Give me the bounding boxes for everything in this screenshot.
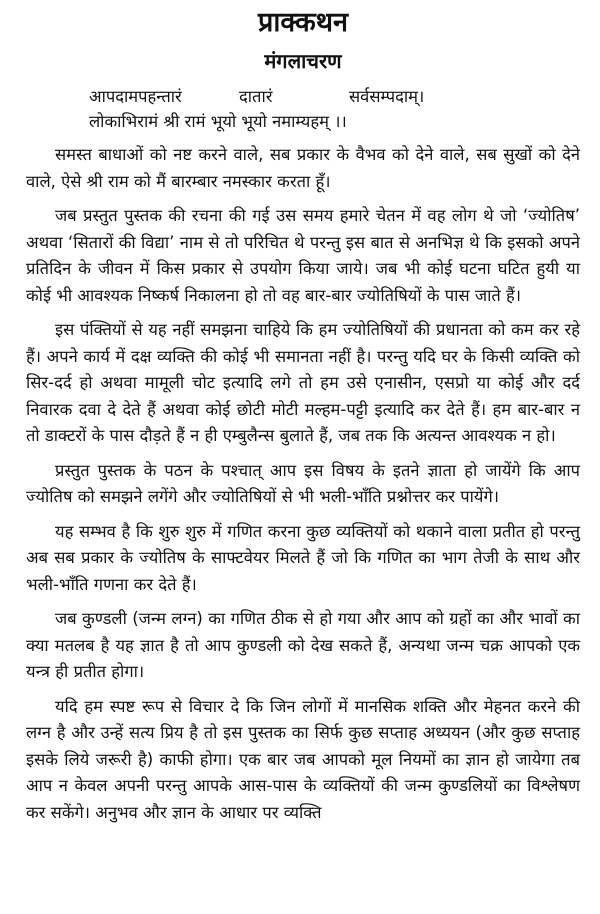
paragraph: जब प्रस्तुत पुस्तक की रचना की गई उस समय हमारे चेतन में वह लोग थे जो ‘ज्योतिष’ अथवा ‘सितारों की विद्या’ नाम से तो परिचित थे परन्तु इस बात से अनभिज्ञ थे कि इसको अपने प्रतिदिन के जीवन में किस प्रकार से उपयोग किया जाये। जब भी कोई घटना घटित हुयी या कोई भी आवश्यक निष्कर्ष निकालना हो तो वह बार-बार ज्योतिषियों के पास जाते हैं। (26, 206, 580, 305)
paragraph: समस्त बाधाओं को नष्ट करने वाले, सब प्रकार के वैभव को देने वाले, सब सुखों को देने वाले, ऐसे श्री राम को मैं बारम्बार नमस्कार करता हूँ। (26, 145, 580, 191)
verse-word: दातारं (239, 87, 273, 106)
section-subtitle: मंगलाचरण (264, 49, 342, 73)
verse-word: आपदामपहन्तारं (89, 87, 182, 106)
page-title: प्राक्कथन (257, 7, 349, 38)
verse-word: सर्वसम्पदाम्। (349, 87, 425, 106)
paragraph: यदि हम स्पष्ट रूप से विचार दे कि जिन लोगों में मानसिक शक्ति और मेहनत करने की लग्न है और उन्हें सत्य प्रिय है तो इस पुस्तक का सिर्फ कुछ सप्ताह अध्ययन (और कुछ सप्ताह इसके लिये जरूरी है) काफी होगा। एक बार जब आपको मूल नियमों का ज्ञान हो जायेगा तब आप न केवल अपनी परन्तु आपके आस-पास के व्यक्तियों की जन्म कुण्डलियों का विश्लेषण कर सकेंगे। अनुभव और ज्ञान के आधार पर व्यक्ति (26, 696, 580, 822)
paragraph: जब कुण्डली (जन्म लग्न) का गणित ठीक से हो गया और आप को ग्रहों का और भावों का क्या मतलब है यह ज्ञात है तो आप कुण्डली को देख सकते हैं, अन्यथा जन्म चक्र आपको एक यन्त्र ही प्रतीत होगा। (26, 609, 580, 681)
verse-line-2: लोकाभिरामं श्री रामं भूयो भूयो नमाम्यहम् ।। (89, 112, 347, 131)
paragraph: यह सम्भव है कि शुरु शुरु में गणित करना कुछ व्यक्तियों को थकाने वाला प्रतीत हो परन्तु अब सब प्रकार के ज्योतिष के साफ्टवेयर मिलते हैं जो कि गणित का भाग तेजी के साथ और भली-भाँति गणना कर देते हैं। (26, 521, 580, 594)
invocation-verse (26, 84, 580, 134)
paragraph: इस पंक्तियों से यह नहीं समझना चाहिये कि हम ज्योतिषियों की प्रधानता को कम कर रहे हैं। अपने कार्य में दक्ष व्यक्ति की कोई भी समानता नहीं है। परन्तु यदि घर के किसी व्यक्ति को सिर-दर्द हो अथवा मामूली चोट इत्यादि लगे तो हम उसे एनासीन, एसप्रो या कोई और दर्द निवारक दवा दे देते हैं अथवा कोई छोटी मोटी मल्हम-पट्टी इत्यादि कर देते हैं। हम बार-बार न तो डाक्टरों के पास दौड़ते हैं न ही एम्बुलैन्स बुलाते हैं, जब तक कि अत्यन्त आवश्यक न हो। (26, 320, 580, 445)
paragraph: प्रस्तुत पुस्तक के पठन के पश्चात् आप इस विषय के इतने ज्ञाता हो जायेंगे कि आप ज्योतिष को समझने लगेंगे और ज्योतिषियों से भी भली-भाँति प्रश्नोत्तर कर पायेंगे। (26, 460, 580, 506)
verse-line-1 (89, 84, 580, 109)
